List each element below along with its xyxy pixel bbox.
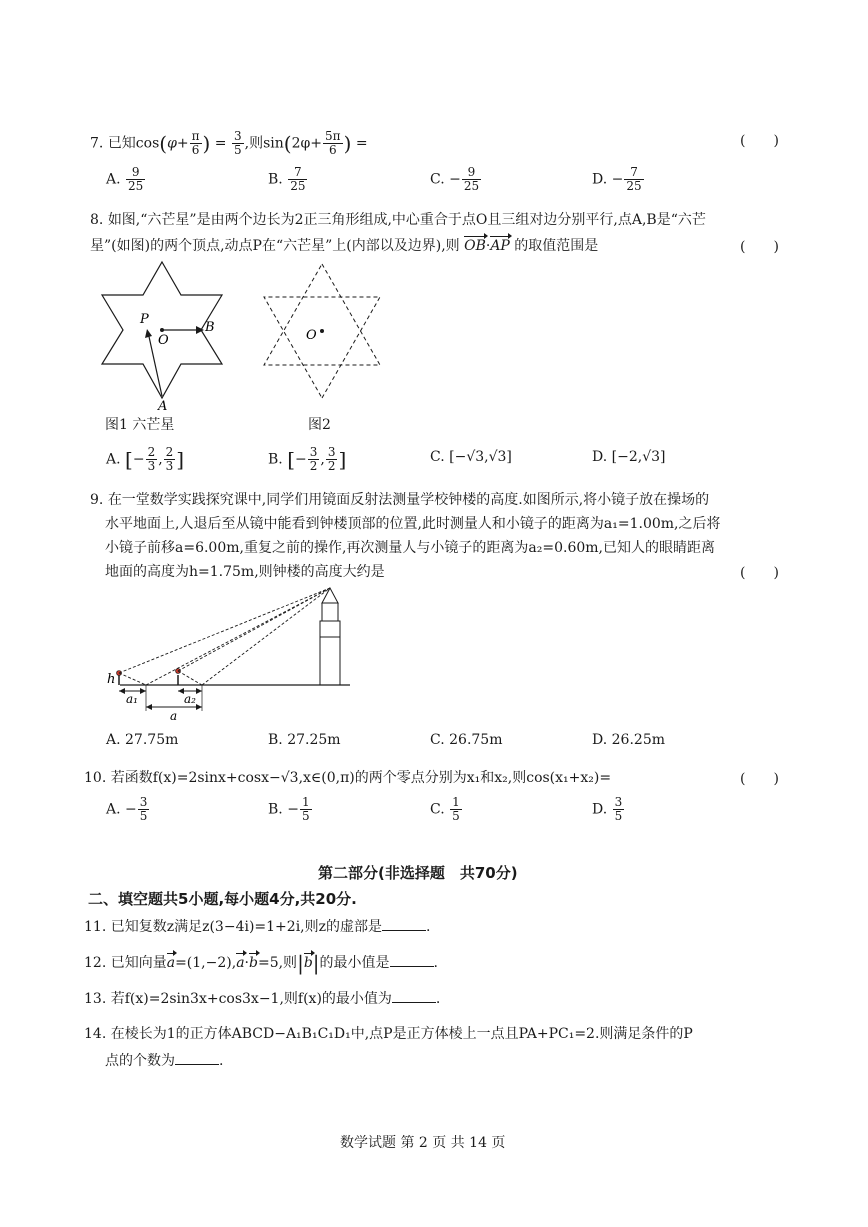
- frac-den: 25: [463, 179, 480, 193]
- q8-dot: ·: [485, 238, 491, 254]
- q9-line1: 在一堂数学实践探究课中,同学们用镜面反射法测量学校钟楼的高度.如图所示,将小镜子放在操场的: [107, 492, 710, 508]
- frac-den: 5: [614, 809, 623, 823]
- question-13: [84, 988, 440, 1009]
- option-sign: −: [449, 171, 461, 188]
- question-12: 12. 已知向量a=(1,−2),a·b=5,则|b|的最小值是 .: [84, 951, 438, 975]
- question-9-line4: 地面的高度为h=1.75m,则钟楼的高度大约是: [105, 564, 385, 580]
- frac-num: 1: [452, 795, 460, 809]
- q7-pi: π: [191, 129, 200, 143]
- triangle-up: [264, 264, 380, 365]
- option-minus: −: [132, 451, 145, 468]
- question-9-line1: [90, 490, 709, 510]
- q10-option-d[interactable]: [592, 796, 625, 823]
- q7-option-b[interactable]: [268, 166, 308, 193]
- q9-option-b[interactable]: [268, 732, 341, 748]
- q7-number: 7.: [90, 135, 104, 152]
- frac-num: 7: [624, 166, 643, 180]
- q7-option-d[interactable]: [592, 166, 645, 193]
- q8-option-a[interactable]: A. [− $\frac{2}{3}$ , $\frac{2}{3}$ ]: [106, 445, 185, 473]
- q8-answer-paren: ( ): [740, 239, 779, 255]
- sight-line-5: [119, 588, 330, 673]
- question-7: 7. 已知cos(φ+ $\frac{\pi}{6}$ ) = $\frac{3}{5}$ ,则sin(2φ+ $\frac{5\pi}{6}$ ) =: [90, 129, 368, 157]
- frac-den: 3: [147, 459, 156, 473]
- option-label: B.: [268, 732, 283, 748]
- q10-answer-paren: ( ): [740, 771, 779, 787]
- question-8-line1: [90, 210, 706, 230]
- q11-number: 11.: [84, 919, 107, 935]
- frac-den: 5: [301, 809, 310, 823]
- option-label: D.: [592, 801, 608, 818]
- sight-line-3: [178, 671, 202, 685]
- question-9-line3: 小镜子前移a=6.00m,重复之前的操作,再次测量人与小镜子的距离为a₂=0.60m,已知人的眼睛距离: [105, 540, 716, 556]
- q7-frac-pi-6: [190, 130, 202, 157]
- q12-text-b: =(1,−2),: [175, 955, 237, 971]
- figure-2-hexagram-dashed: [260, 262, 385, 402]
- q12-end: .: [433, 955, 438, 971]
- q8-line2b: 的取值范围是: [514, 238, 599, 254]
- q11-text: 已知复数z满足z(3−4i)=1+2i,则z的虚部是: [110, 919, 382, 935]
- option-frac: [613, 796, 625, 823]
- option-label: C.: [430, 171, 445, 188]
- vector-a: a: [166, 955, 176, 971]
- question-11: [84, 916, 430, 937]
- option-frac: [326, 446, 338, 473]
- q10-number: 10.: [84, 770, 107, 786]
- option-sign: −: [611, 171, 624, 188]
- frac-num: 2: [165, 445, 174, 459]
- question-10: [84, 768, 611, 788]
- label-a: A: [158, 399, 168, 414]
- option-text: 27.25m: [287, 732, 341, 748]
- frac-num: 3: [614, 795, 623, 809]
- q12-dot: ·: [244, 955, 249, 971]
- label-a2: a₂: [184, 692, 196, 706]
- q8-option-c[interactable]: [430, 449, 512, 465]
- q7-frac-5pi-6: $\frac{5\pi}{6}$: [325, 129, 341, 157]
- figure-2-caption: 图2: [308, 417, 331, 433]
- center-point-o: [320, 329, 324, 333]
- frac-den: 2: [309, 459, 318, 473]
- q7-six: 6: [191, 143, 200, 157]
- q7-three: 3: [233, 129, 242, 143]
- option-text: 27.75m: [125, 732, 179, 748]
- answer-blank[interactable]: [390, 952, 434, 967]
- q7-phi: φ: [167, 135, 177, 152]
- option-text: 26.25m: [611, 732, 665, 748]
- q7-eq: =: [214, 135, 227, 152]
- answer-blank[interactable]: [175, 1050, 219, 1065]
- frac-den: 5: [139, 809, 148, 823]
- q8-option-b[interactable]: B. [− $\frac{3}{2}$ , $\frac{3}{2}$ ]: [268, 445, 347, 473]
- frac-den: 25: [290, 179, 306, 193]
- option-frac: [624, 166, 643, 193]
- q9-option-a[interactable]: [106, 732, 178, 748]
- q7-stem-b: ,则sin: [244, 135, 284, 152]
- label-p: P: [140, 312, 149, 327]
- q7-plus: +: [176, 135, 189, 152]
- label-a1: a₁: [126, 692, 138, 706]
- q7-stem-a: 已知cos: [107, 135, 160, 152]
- option-label: D.: [592, 732, 608, 748]
- sight-line-2: [146, 588, 330, 685]
- frac-num: 3: [309, 445, 318, 459]
- frac-den: 3: [165, 459, 174, 473]
- figure-1-caption: 图1 六芒星: [105, 417, 175, 433]
- q10-stem: 若函数f(x)=2sinx+cosx−√3,x∈(0,π)的两个零点分别为x₁和x₂,则cos(x₁+x₂)=: [110, 770, 612, 786]
- q12-number: 12.: [84, 955, 107, 971]
- tower-top: [322, 603, 338, 621]
- q10-option-c[interactable]: [430, 796, 463, 823]
- option-sign: −: [287, 801, 299, 818]
- option-sign: −: [125, 801, 137, 818]
- vector-b-abs: b: [303, 955, 313, 971]
- q7-option-c[interactable]: [430, 166, 482, 193]
- arrowhead-p: [145, 329, 152, 338]
- option-text: 26.75m: [449, 732, 503, 748]
- option-label: A.: [106, 732, 121, 748]
- q14-end: .: [219, 1053, 224, 1069]
- section-fill-in-blank: 二、填空题共5小题,每小题4分,共20分.: [88, 890, 357, 908]
- q8-option-d[interactable]: [592, 449, 665, 465]
- option-label: C.: [430, 801, 445, 818]
- option-minus: −: [295, 451, 307, 468]
- frac-num: 2: [147, 445, 156, 459]
- vector-b: b: [249, 955, 258, 971]
- center-point-o: [160, 328, 164, 332]
- q7-five: 5: [233, 143, 242, 157]
- q8-number: 8.: [90, 212, 104, 228]
- vector-a-2: a: [236, 955, 245, 971]
- sight-line-4: [202, 588, 330, 685]
- option-label: A.: [106, 451, 121, 468]
- option-text: [−2,√3]: [611, 449, 666, 465]
- frac-num: 7: [288, 166, 307, 180]
- sight-line-1: [119, 673, 146, 685]
- page-footer: 数学试题 第 2 页 共 14 页: [340, 1135, 506, 1151]
- vector-ob: OB: [464, 238, 486, 254]
- frac-den: 5: [452, 809, 460, 823]
- q12-text-d: 的最小值是: [319, 955, 390, 971]
- q10-option-a[interactable]: [106, 796, 150, 823]
- figure-clock-tower: [100, 585, 360, 725]
- option-frac: [300, 796, 312, 823]
- figure-1-hexagram: [100, 260, 240, 420]
- answer-blank[interactable]: [382, 916, 426, 931]
- q10-option-b[interactable]: [268, 796, 313, 823]
- label-o: O: [158, 333, 169, 348]
- q11-end: .: [426, 919, 431, 935]
- frac-den: 25: [626, 179, 642, 193]
- frac-num: 9: [126, 166, 145, 180]
- option-label: D.: [592, 171, 608, 188]
- frac-num: 3: [139, 795, 148, 809]
- frac-num: 1: [301, 795, 310, 809]
- q14-line1: 在棱长为1的正方体ABCD−A₁B₁C₁D₁中,点P是正方体棱上一点且PA+PC₁=2.则满足条件的P: [110, 1026, 693, 1042]
- q8-line1: 如图,“六芒星”是由两个边长为2正三角形组成,中心重合于点O且三组对边分别平行,点A,B是“六芒: [107, 212, 706, 228]
- frac-num: 9: [462, 166, 481, 180]
- option-label: B.: [268, 171, 283, 188]
- question-14-line2: [105, 1050, 223, 1071]
- label-b: B: [205, 320, 215, 335]
- label-a: a: [170, 709, 178, 723]
- question-9-line2: 水平地面上,人退后至从镜中能看到钟楼顶部的位置,此时测量人和小镜子的距离为a₁=1.00m,之后将: [105, 516, 721, 532]
- option-frac: [462, 166, 481, 193]
- q12-text-a: 已知向量: [110, 955, 167, 971]
- q8-line2a: 星”(如图)的两个顶点,动点P在“六芒星”上(内部以及边界),则: [90, 238, 460, 254]
- option-frac: [138, 796, 150, 823]
- option-frac: [164, 446, 176, 473]
- answer-blank[interactable]: [392, 988, 436, 1003]
- q7-answer-paren: ( ): [740, 133, 779, 149]
- option-frac: [450, 796, 462, 823]
- option-label: C.: [430, 449, 445, 465]
- q14-line2: 点的个数为: [105, 1053, 175, 1069]
- q12-text-c: =5,则: [257, 955, 298, 971]
- frac-den: 25: [128, 179, 144, 193]
- q9-option-d[interactable]: [592, 732, 665, 748]
- option-frac: [308, 446, 320, 473]
- triangle-down: [264, 297, 380, 398]
- option-label: B.: [268, 451, 283, 468]
- q9-answer-paren: ( ): [740, 565, 779, 581]
- q7-five-pi: 5π: [325, 129, 341, 143]
- q9-number: 9.: [90, 492, 104, 508]
- q13-end: .: [435, 991, 441, 1007]
- option-label: D.: [592, 449, 608, 465]
- question-8-line2: [90, 236, 598, 256]
- option-label: A.: [106, 801, 121, 818]
- frac-den: 2: [327, 459, 336, 473]
- option-label: A.: [106, 171, 121, 188]
- option-frac: [288, 166, 307, 193]
- q9-option-c[interactable]: [430, 732, 502, 748]
- sight-line-6: [178, 588, 330, 671]
- question-14-line1: [84, 1024, 693, 1044]
- vector-ap: AP: [490, 238, 510, 254]
- q7-two-phi: 2φ: [291, 135, 311, 152]
- q13-text: 若f(x)=2sin3x+cos3x−1,则f(x)的最小值为: [110, 991, 392, 1007]
- tower-body: [320, 621, 340, 685]
- option-frac: [146, 446, 158, 473]
- q14-number: 14.: [84, 1026, 107, 1042]
- frac-num: 3: [327, 445, 336, 459]
- q13-number: 13.: [84, 991, 107, 1007]
- option-frac: [126, 166, 145, 193]
- label-o: O: [306, 328, 317, 343]
- q7-option-a[interactable]: [106, 166, 146, 193]
- option-label: C.: [430, 732, 445, 748]
- option-text: [−√3,√3]: [449, 449, 512, 465]
- label-h: h: [107, 672, 116, 687]
- option-label: B.: [268, 801, 283, 818]
- part-2-title: 第二部分(非选择题 共70分): [318, 864, 518, 882]
- q7-frac-3-5: [232, 130, 244, 157]
